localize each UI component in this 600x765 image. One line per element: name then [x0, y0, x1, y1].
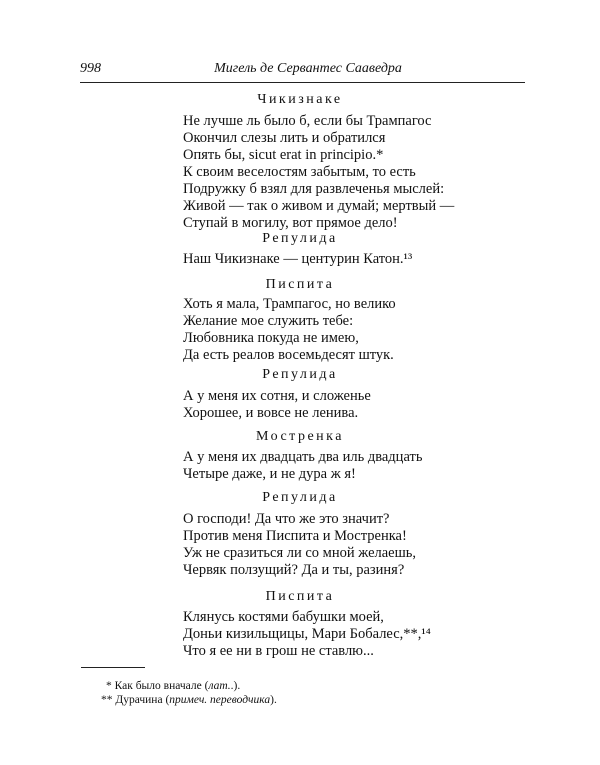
verse-line: Доньи кизильщицы, Мари Бобалес,**,¹⁴ — [183, 626, 431, 642]
footnote-text: Дурачина — [115, 694, 163, 706]
verse-line: А у меня их двадцать два иль двадцать — [183, 449, 423, 465]
speaker-name: Писпита — [265, 589, 335, 604]
footnote-2: ** Дурачина (примеч. переводчика). — [101, 694, 277, 706]
speaker-name: Репулида — [262, 367, 338, 382]
verse-line: Да есть реалов восемьдесят штук. — [183, 347, 394, 363]
verse-line: Живой — так о живом и думай; мертвый — — [183, 198, 455, 214]
speaker-name: Мостренка — [256, 429, 344, 444]
footnote-rule — [81, 667, 145, 668]
verse-line: Подружку б взял для развлеченья мыслей: — [183, 181, 445, 197]
verse-line: Не лучше ль было б, если бы Трампагос — [183, 113, 432, 129]
verse-block — [183, 251, 412, 268]
page-number: 998 — [80, 61, 101, 76]
verse-block — [183, 296, 396, 364]
speaker-name: Репулида — [262, 231, 338, 246]
footnote-mark: ** — [101, 694, 113, 706]
verse-line: К своим веселостям забытым, то есть — [183, 164, 416, 180]
verse-line: Хоть я мала, Трампагос, но велико — [183, 296, 396, 312]
verse-block — [183, 511, 416, 579]
verse-block — [183, 113, 454, 232]
verse-line: Окончил слезы лить и обратился — [183, 130, 386, 146]
verse-block — [183, 449, 422, 483]
verse-line: О господи! Да что же это значит? — [183, 511, 390, 527]
speaker-name: Репулида — [262, 490, 338, 505]
footnote-mark: * — [106, 680, 112, 692]
verse-line: Наш Чикизнаке — центурин Катон.¹³ — [183, 251, 413, 267]
verse-line: Опять бы, sicut erat in principio.* — [183, 147, 384, 163]
verse-line: Что я ее ни в грош не ставлю... — [183, 643, 374, 659]
verse-line: Клянусь костями бабушки моей, — [183, 609, 384, 625]
footnote-1: * Как было вначале (лат..). — [106, 680, 241, 692]
footnote-note: примеч. переводчика — [169, 694, 271, 706]
verse-line: Уж не сразиться ли со мной желаешь, — [183, 545, 417, 561]
verse-line: А у меня их сотня, и сложенье — [183, 388, 371, 404]
footnote-text: Как было вначале — [114, 680, 202, 692]
verse-block — [183, 609, 431, 660]
verse-line: Желание мое служить тебе: — [183, 313, 354, 329]
speaker-name: Писпита — [265, 277, 335, 292]
verse-line: Червяк ползущий? Да и ты, разиня? — [183, 562, 405, 578]
footnote-note: лат. — [208, 680, 231, 692]
verse-block — [183, 388, 371, 422]
verse-line: Против меня Писпита и Мостренка! — [183, 528, 407, 544]
verse-line: Любовника покуда не имею, — [183, 330, 359, 346]
verse-line: Хорошее, и вовсе не ленива. — [183, 405, 359, 421]
verse-line: Ступай в могилу, вот прямое дело! — [183, 215, 398, 231]
verse-line: Четыре даже, и не дура ж я! — [183, 466, 356, 482]
speaker-name: Чикизнаке — [257, 92, 343, 107]
header-rule — [80, 82, 525, 83]
running-title: Мигель де Сервантес Сааведра — [214, 61, 402, 76]
